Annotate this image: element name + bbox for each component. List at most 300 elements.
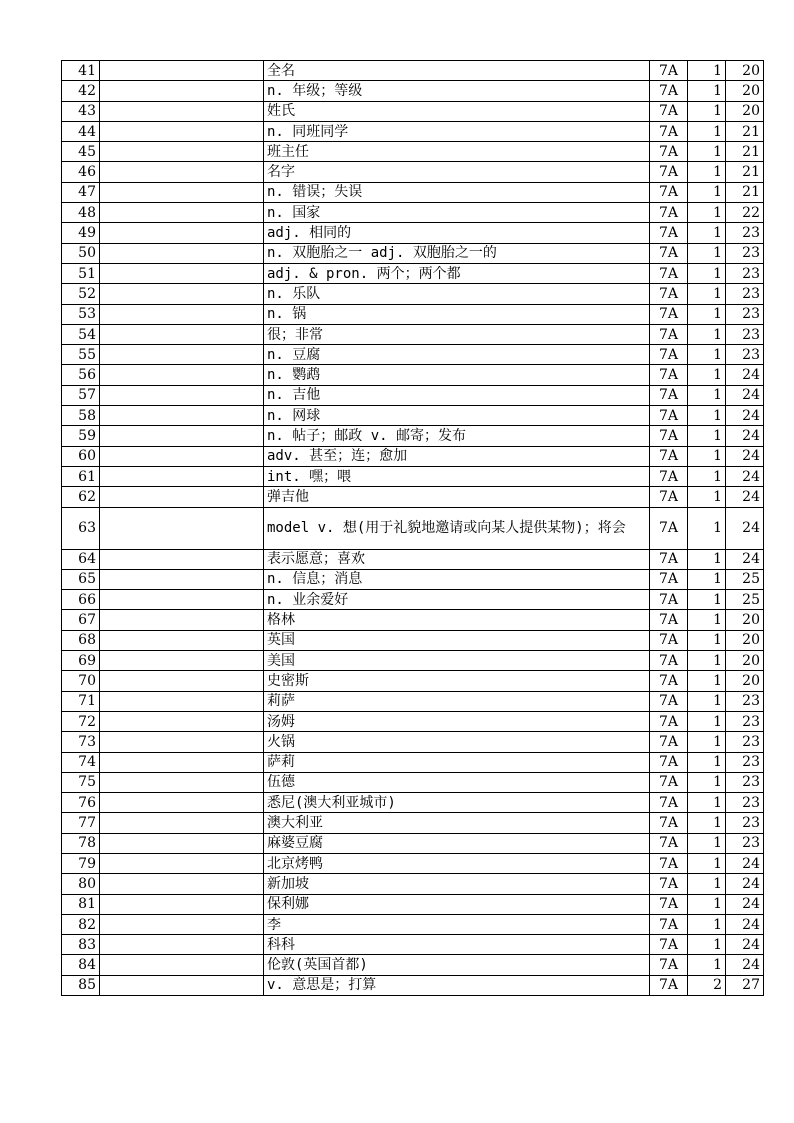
vocabulary-table	[61, 60, 764, 996]
meaning-cell: 北京烤鸭	[264, 853, 650, 873]
word-cell	[100, 813, 264, 833]
page-cell: 24	[726, 955, 764, 975]
page-cell: 24	[726, 466, 764, 486]
row-number-cell: 58	[62, 406, 100, 426]
page-cell: 24	[726, 874, 764, 894]
table-row	[62, 569, 764, 589]
table-row	[62, 243, 764, 263]
table-row	[62, 121, 764, 141]
page-cell: 20	[726, 671, 764, 691]
table-row	[62, 81, 764, 101]
page-cell: 23	[726, 793, 764, 813]
book-cell: 7A	[650, 61, 688, 81]
row-number-cell: 61	[62, 466, 100, 486]
page-cell: 24	[726, 385, 764, 405]
unit-cell: 1	[688, 263, 726, 283]
table-row	[62, 711, 764, 731]
unit-cell: 1	[688, 487, 726, 507]
unit-cell: 1	[688, 243, 726, 263]
row-number-cell: 47	[62, 182, 100, 202]
meaning-cell: 麻婆豆腐	[264, 833, 650, 853]
meaning-cell: 很；非常	[264, 324, 650, 344]
row-number-cell: 69	[62, 651, 100, 671]
word-cell	[100, 121, 264, 141]
word-cell	[100, 203, 264, 223]
meaning-cell: n. 年级；等级	[264, 81, 650, 101]
book-cell: 7A	[650, 142, 688, 162]
word-cell	[100, 446, 264, 466]
page-cell: 20	[726, 61, 764, 81]
book-cell: 7A	[650, 975, 688, 995]
book-cell: 7A	[650, 385, 688, 405]
row-number-cell: 60	[62, 446, 100, 466]
table-row	[62, 610, 764, 630]
word-cell	[100, 466, 264, 486]
word-cell	[100, 61, 264, 81]
word-cell	[100, 752, 264, 772]
table-row	[62, 549, 764, 569]
book-cell: 7A	[650, 691, 688, 711]
table-row	[62, 651, 764, 671]
word-cell	[100, 671, 264, 691]
word-cell	[100, 142, 264, 162]
meaning-cell: 格林	[264, 610, 650, 630]
meaning-cell: 表示愿意；喜欢	[264, 549, 650, 569]
book-cell: 7A	[650, 651, 688, 671]
meaning-cell: 美国	[264, 651, 650, 671]
table-row	[62, 732, 764, 752]
unit-cell: 1	[688, 61, 726, 81]
page-cell: 23	[726, 772, 764, 792]
page-cell: 20	[726, 81, 764, 101]
book-cell: 7A	[650, 793, 688, 813]
page-cell: 24	[726, 507, 764, 549]
meaning-cell: 萨莉	[264, 752, 650, 772]
row-number-cell: 50	[62, 243, 100, 263]
table-row	[62, 406, 764, 426]
table-row	[62, 590, 764, 610]
meaning-cell: n. 同班同学	[264, 121, 650, 141]
word-cell	[100, 610, 264, 630]
row-number-cell: 81	[62, 894, 100, 914]
page-cell: 23	[726, 691, 764, 711]
row-number-cell: 52	[62, 284, 100, 304]
row-number-cell: 72	[62, 711, 100, 731]
meaning-cell: int. 嘿；喂	[264, 466, 650, 486]
book-cell: 7A	[650, 955, 688, 975]
word-cell	[100, 590, 264, 610]
row-number-cell: 64	[62, 549, 100, 569]
word-cell	[100, 426, 264, 446]
table-row	[62, 426, 764, 446]
unit-cell: 1	[688, 691, 726, 711]
book-cell: 7A	[650, 772, 688, 792]
word-cell	[100, 711, 264, 731]
row-number-cell: 67	[62, 610, 100, 630]
book-cell: 7A	[650, 426, 688, 446]
unit-cell: 1	[688, 813, 726, 833]
meaning-cell: adv. 甚至；连；愈加	[264, 446, 650, 466]
page-cell: 23	[726, 324, 764, 344]
meaning-cell: n. 帖子；邮政 v. 邮寄；发布	[264, 426, 650, 446]
row-number-cell: 70	[62, 671, 100, 691]
word-cell	[100, 406, 264, 426]
unit-cell: 1	[688, 345, 726, 365]
row-number-cell: 56	[62, 365, 100, 385]
meaning-cell: 班主任	[264, 142, 650, 162]
unit-cell: 1	[688, 569, 726, 589]
word-cell	[100, 793, 264, 813]
table-row	[62, 955, 764, 975]
unit-cell: 1	[688, 507, 726, 549]
table-row	[62, 691, 764, 711]
unit-cell: 1	[688, 304, 726, 324]
page-cell: 20	[726, 610, 764, 630]
meaning-cell: 悉尼(澳大利亚城市)	[264, 793, 650, 813]
word-cell	[100, 955, 264, 975]
book-cell: 7A	[650, 752, 688, 772]
table-row	[62, 853, 764, 873]
word-cell	[100, 549, 264, 569]
table-row	[62, 874, 764, 894]
row-number-cell: 48	[62, 203, 100, 223]
book-cell: 7A	[650, 630, 688, 650]
page-cell: 23	[726, 263, 764, 283]
meaning-cell: 名字	[264, 162, 650, 182]
row-number-cell: 74	[62, 752, 100, 772]
word-cell	[100, 182, 264, 202]
row-number-cell: 78	[62, 833, 100, 853]
page-cell: 24	[726, 914, 764, 934]
unit-cell: 1	[688, 81, 726, 101]
meaning-cell: 姓氏	[264, 101, 650, 121]
table-row	[62, 101, 764, 121]
row-number-cell: 43	[62, 101, 100, 121]
unit-cell: 1	[688, 732, 726, 752]
book-cell: 7A	[650, 894, 688, 914]
row-number-cell: 41	[62, 61, 100, 81]
meaning-cell: n. 锅	[264, 304, 650, 324]
table-row	[62, 630, 764, 650]
unit-cell: 1	[688, 610, 726, 630]
table-row	[62, 385, 764, 405]
word-cell	[100, 385, 264, 405]
meaning-cell: n. 乐队	[264, 284, 650, 304]
meaning-cell: 保利娜	[264, 894, 650, 914]
row-number-cell: 77	[62, 813, 100, 833]
row-number-cell: 42	[62, 81, 100, 101]
page-cell: 21	[726, 162, 764, 182]
word-cell	[100, 630, 264, 650]
word-cell	[100, 935, 264, 955]
unit-cell: 1	[688, 894, 726, 914]
unit-cell: 1	[688, 203, 726, 223]
unit-cell: 1	[688, 121, 726, 141]
book-cell: 7A	[650, 101, 688, 121]
table-row	[62, 935, 764, 955]
word-cell	[100, 223, 264, 243]
table-row	[62, 223, 764, 243]
book-cell: 7A	[650, 81, 688, 101]
table-row	[62, 61, 764, 81]
page-cell: 20	[726, 101, 764, 121]
page-cell: 25	[726, 590, 764, 610]
unit-cell: 1	[688, 182, 726, 202]
meaning-cell: 新加坡	[264, 874, 650, 894]
page-cell: 23	[726, 304, 764, 324]
unit-cell: 1	[688, 711, 726, 731]
table-row	[62, 263, 764, 283]
book-cell: 7A	[650, 487, 688, 507]
book-cell: 7A	[650, 121, 688, 141]
page-cell: 20	[726, 651, 764, 671]
meaning-cell: 澳大利亚	[264, 813, 650, 833]
row-number-cell: 51	[62, 263, 100, 283]
row-number-cell: 73	[62, 732, 100, 752]
word-cell	[100, 894, 264, 914]
unit-cell: 1	[688, 955, 726, 975]
table-row	[62, 284, 764, 304]
row-number-cell: 66	[62, 590, 100, 610]
page-cell: 23	[726, 243, 764, 263]
word-cell	[100, 975, 264, 995]
meaning-cell: n. 信息；消息	[264, 569, 650, 589]
table-row	[62, 752, 764, 772]
book-cell: 7A	[650, 507, 688, 549]
meaning-cell: n. 业余爱好	[264, 590, 650, 610]
row-number-cell: 79	[62, 853, 100, 873]
row-number-cell: 80	[62, 874, 100, 894]
word-cell	[100, 345, 264, 365]
page-cell: 23	[726, 833, 764, 853]
unit-cell: 1	[688, 833, 726, 853]
unit-cell: 2	[688, 975, 726, 995]
book-cell: 7A	[650, 263, 688, 283]
page-cell: 24	[726, 426, 764, 446]
page-cell: 23	[726, 732, 764, 752]
word-cell	[100, 651, 264, 671]
row-number-cell: 76	[62, 793, 100, 813]
page-cell: 23	[726, 345, 764, 365]
row-number-cell: 85	[62, 975, 100, 995]
unit-cell: 1	[688, 466, 726, 486]
table-row	[62, 446, 764, 466]
meaning-cell: n. 网球	[264, 406, 650, 426]
unit-cell: 1	[688, 772, 726, 792]
page-cell: 23	[726, 711, 764, 731]
table-row	[62, 182, 764, 202]
page-cell: 27	[726, 975, 764, 995]
word-cell	[100, 162, 264, 182]
book-cell: 7A	[650, 446, 688, 466]
meaning-cell: 汤姆	[264, 711, 650, 731]
book-cell: 7A	[650, 732, 688, 752]
book-cell: 7A	[650, 243, 688, 263]
meaning-cell: model v. 想(用于礼貌地邀请或向某人提供某物)；将会	[264, 507, 650, 549]
word-cell	[100, 304, 264, 324]
meaning-cell: n. 豆腐	[264, 345, 650, 365]
meaning-cell: 伦敦(英国首都)	[264, 955, 650, 975]
book-cell: 7A	[650, 853, 688, 873]
meaning-cell: 史密斯	[264, 671, 650, 691]
word-cell	[100, 833, 264, 853]
meaning-cell: n. 国家	[264, 203, 650, 223]
unit-cell: 1	[688, 752, 726, 772]
page-cell: 23	[726, 752, 764, 772]
row-number-cell: 84	[62, 955, 100, 975]
book-cell: 7A	[650, 162, 688, 182]
book-cell: 7A	[650, 284, 688, 304]
page-cell: 24	[726, 446, 764, 466]
page-cell: 24	[726, 935, 764, 955]
book-cell: 7A	[650, 324, 688, 344]
book-cell: 7A	[650, 590, 688, 610]
unit-cell: 1	[688, 284, 726, 304]
row-number-cell: 54	[62, 324, 100, 344]
page-cell: 21	[726, 182, 764, 202]
book-cell: 7A	[650, 223, 688, 243]
table-row	[62, 304, 764, 324]
page-cell: 24	[726, 894, 764, 914]
row-number-cell: 75	[62, 772, 100, 792]
page-cell: 22	[726, 203, 764, 223]
page-cell: 24	[726, 487, 764, 507]
word-cell	[100, 243, 264, 263]
word-cell	[100, 487, 264, 507]
word-cell	[100, 732, 264, 752]
meaning-cell: 火锅	[264, 732, 650, 752]
page-cell: 24	[726, 406, 764, 426]
book-cell: 7A	[650, 406, 688, 426]
row-number-cell: 57	[62, 385, 100, 405]
unit-cell: 1	[688, 549, 726, 569]
row-number-cell: 53	[62, 304, 100, 324]
row-number-cell: 83	[62, 935, 100, 955]
page-cell: 21	[726, 142, 764, 162]
book-cell: 7A	[650, 711, 688, 731]
page-cell: 20	[726, 630, 764, 650]
book-cell: 7A	[650, 304, 688, 324]
book-cell: 7A	[650, 569, 688, 589]
meaning-cell: n. 双胞胎之一 adj. 双胞胎之一的	[264, 243, 650, 263]
unit-cell: 1	[688, 914, 726, 934]
book-cell: 7A	[650, 549, 688, 569]
book-cell: 7A	[650, 466, 688, 486]
word-cell	[100, 324, 264, 344]
meaning-cell: 英国	[264, 630, 650, 650]
page-cell: 23	[726, 223, 764, 243]
book-cell: 7A	[650, 365, 688, 385]
book-cell: 7A	[650, 813, 688, 833]
row-number-cell: 62	[62, 487, 100, 507]
page-cell: 23	[726, 813, 764, 833]
page-cell: 24	[726, 549, 764, 569]
row-number-cell: 46	[62, 162, 100, 182]
unit-cell: 1	[688, 223, 726, 243]
unit-cell: 1	[688, 793, 726, 813]
table-row	[62, 772, 764, 792]
word-cell	[100, 874, 264, 894]
table-row	[62, 507, 764, 549]
table-row	[62, 487, 764, 507]
word-cell	[100, 569, 264, 589]
row-number-cell: 68	[62, 630, 100, 650]
table-row	[62, 162, 764, 182]
book-cell: 7A	[650, 345, 688, 365]
unit-cell: 1	[688, 651, 726, 671]
unit-cell: 1	[688, 426, 726, 446]
table-row	[62, 466, 764, 486]
meaning-cell: n. 错误；失误	[264, 182, 650, 202]
row-number-cell: 71	[62, 691, 100, 711]
row-number-cell: 44	[62, 121, 100, 141]
unit-cell: 1	[688, 935, 726, 955]
meaning-cell: adj. & pron. 两个；两个都	[264, 263, 650, 283]
word-cell	[100, 365, 264, 385]
table-row	[62, 894, 764, 914]
meaning-cell: 李	[264, 914, 650, 934]
row-number-cell: 49	[62, 223, 100, 243]
meaning-cell: adj. 相同的	[264, 223, 650, 243]
table-row	[62, 914, 764, 934]
unit-cell: 1	[688, 853, 726, 873]
unit-cell: 1	[688, 385, 726, 405]
row-number-cell: 63	[62, 507, 100, 549]
table-row	[62, 142, 764, 162]
meaning-cell: n. 吉他	[264, 385, 650, 405]
word-cell	[100, 101, 264, 121]
table-row	[62, 975, 764, 995]
table-row	[62, 671, 764, 691]
table-row	[62, 345, 764, 365]
book-cell: 7A	[650, 833, 688, 853]
page-cell: 24	[726, 853, 764, 873]
page-cell: 25	[726, 569, 764, 589]
unit-cell: 1	[688, 101, 726, 121]
word-cell	[100, 81, 264, 101]
row-number-cell: 45	[62, 142, 100, 162]
unit-cell: 1	[688, 406, 726, 426]
book-cell: 7A	[650, 671, 688, 691]
row-number-cell: 82	[62, 914, 100, 934]
book-cell: 7A	[650, 182, 688, 202]
unit-cell: 1	[688, 874, 726, 894]
book-cell: 7A	[650, 874, 688, 894]
meaning-cell: n. 鹦鹉	[264, 365, 650, 385]
unit-cell: 1	[688, 162, 726, 182]
row-number-cell: 55	[62, 345, 100, 365]
word-cell	[100, 853, 264, 873]
meaning-cell: 伍德	[264, 772, 650, 792]
meaning-cell: v. 意思是；打算	[264, 975, 650, 995]
book-cell: 7A	[650, 610, 688, 630]
meaning-cell: 全名	[264, 61, 650, 81]
table-row	[62, 793, 764, 813]
page-cell: 21	[726, 121, 764, 141]
unit-cell: 1	[688, 671, 726, 691]
word-cell	[100, 263, 264, 283]
meaning-cell: 弹吉他	[264, 487, 650, 507]
book-cell: 7A	[650, 914, 688, 934]
row-number-cell: 65	[62, 569, 100, 589]
book-cell: 7A	[650, 935, 688, 955]
table-row	[62, 833, 764, 853]
book-cell: 7A	[650, 203, 688, 223]
unit-cell: 1	[688, 365, 726, 385]
table-row	[62, 203, 764, 223]
row-number-cell: 59	[62, 426, 100, 446]
unit-cell: 1	[688, 630, 726, 650]
